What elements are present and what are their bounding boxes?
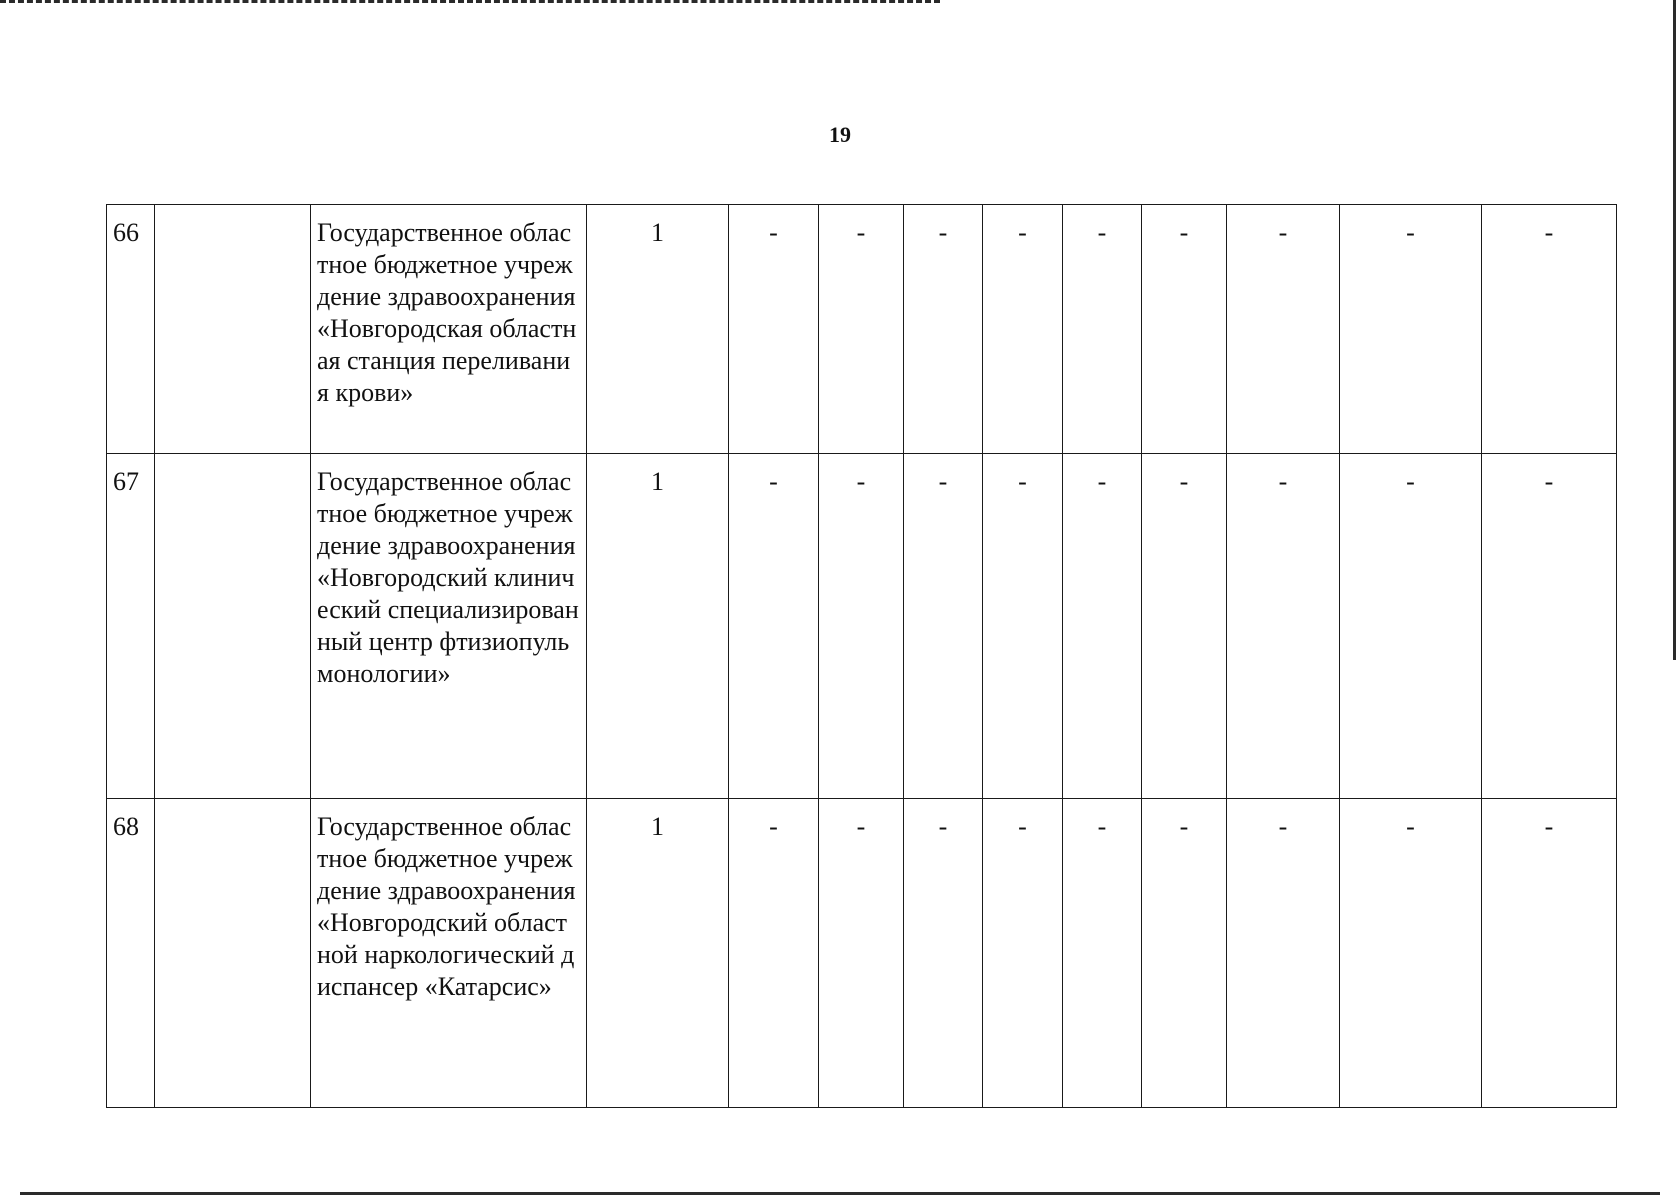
value-cell: - — [904, 205, 983, 454]
value-cell: - — [1340, 799, 1482, 1108]
row-number: 67 — [107, 454, 155, 799]
table-row — [107, 205, 1617, 454]
quantity-cell: 1 — [587, 205, 729, 454]
row-number: 68 — [107, 799, 155, 1108]
value-cell: - — [1142, 205, 1227, 454]
organization-name: Государственное областное бюджетное учреждение здравоохранения «Новгородская областная станция переливания крови» — [311, 205, 587, 454]
value-cell: - — [1482, 454, 1617, 799]
value-cell: - — [1340, 454, 1482, 799]
organization-name: Государственное областное бюджетное учреждение здравоохранения «Новгородский клинический специализированный центр фтизиопульмонологии» — [311, 454, 587, 799]
table-row — [107, 454, 1617, 799]
value-cell: - — [1063, 454, 1142, 799]
value-cell: - — [729, 205, 819, 454]
quantity-cell: 1 — [587, 799, 729, 1108]
empty-cell — [155, 799, 311, 1108]
value-cell: - — [904, 454, 983, 799]
value-cell: - — [1227, 454, 1340, 799]
empty-cell — [155, 454, 311, 799]
value-cell: - — [1142, 454, 1227, 799]
quantity-cell: 1 — [587, 454, 729, 799]
value-cell: - — [819, 205, 904, 454]
value-cell: - — [1340, 205, 1482, 454]
value-cell: - — [1063, 799, 1142, 1108]
value-cell: - — [819, 454, 904, 799]
empty-cell — [155, 205, 311, 454]
value-cell: - — [983, 799, 1063, 1108]
value-cell: - — [904, 799, 983, 1108]
page-number: 19 — [829, 122, 851, 147]
scan-border-right — [1673, 0, 1676, 660]
row-number: 66 — [107, 205, 155, 454]
value-cell: - — [1227, 205, 1340, 454]
value-cell: - — [1142, 799, 1227, 1108]
institutions-table — [106, 204, 1617, 1108]
scan-border-bottom — [20, 1192, 1660, 1195]
value-cell: - — [983, 454, 1063, 799]
value-cell: - — [729, 799, 819, 1108]
scan-border-top — [0, 0, 940, 3]
organization-name: Государственное областное бюджетное учреждение здравоохранения «Новгородский областной наркологический диспансер «Катарсис» — [311, 799, 587, 1108]
value-cell: - — [1227, 799, 1340, 1108]
value-cell: - — [983, 205, 1063, 454]
table-row — [107, 799, 1617, 1108]
value-cell: - — [729, 454, 819, 799]
value-cell: - — [819, 799, 904, 1108]
value-cell: - — [1482, 205, 1617, 454]
value-cell: - — [1063, 205, 1142, 454]
value-cell: - — [1482, 799, 1617, 1108]
